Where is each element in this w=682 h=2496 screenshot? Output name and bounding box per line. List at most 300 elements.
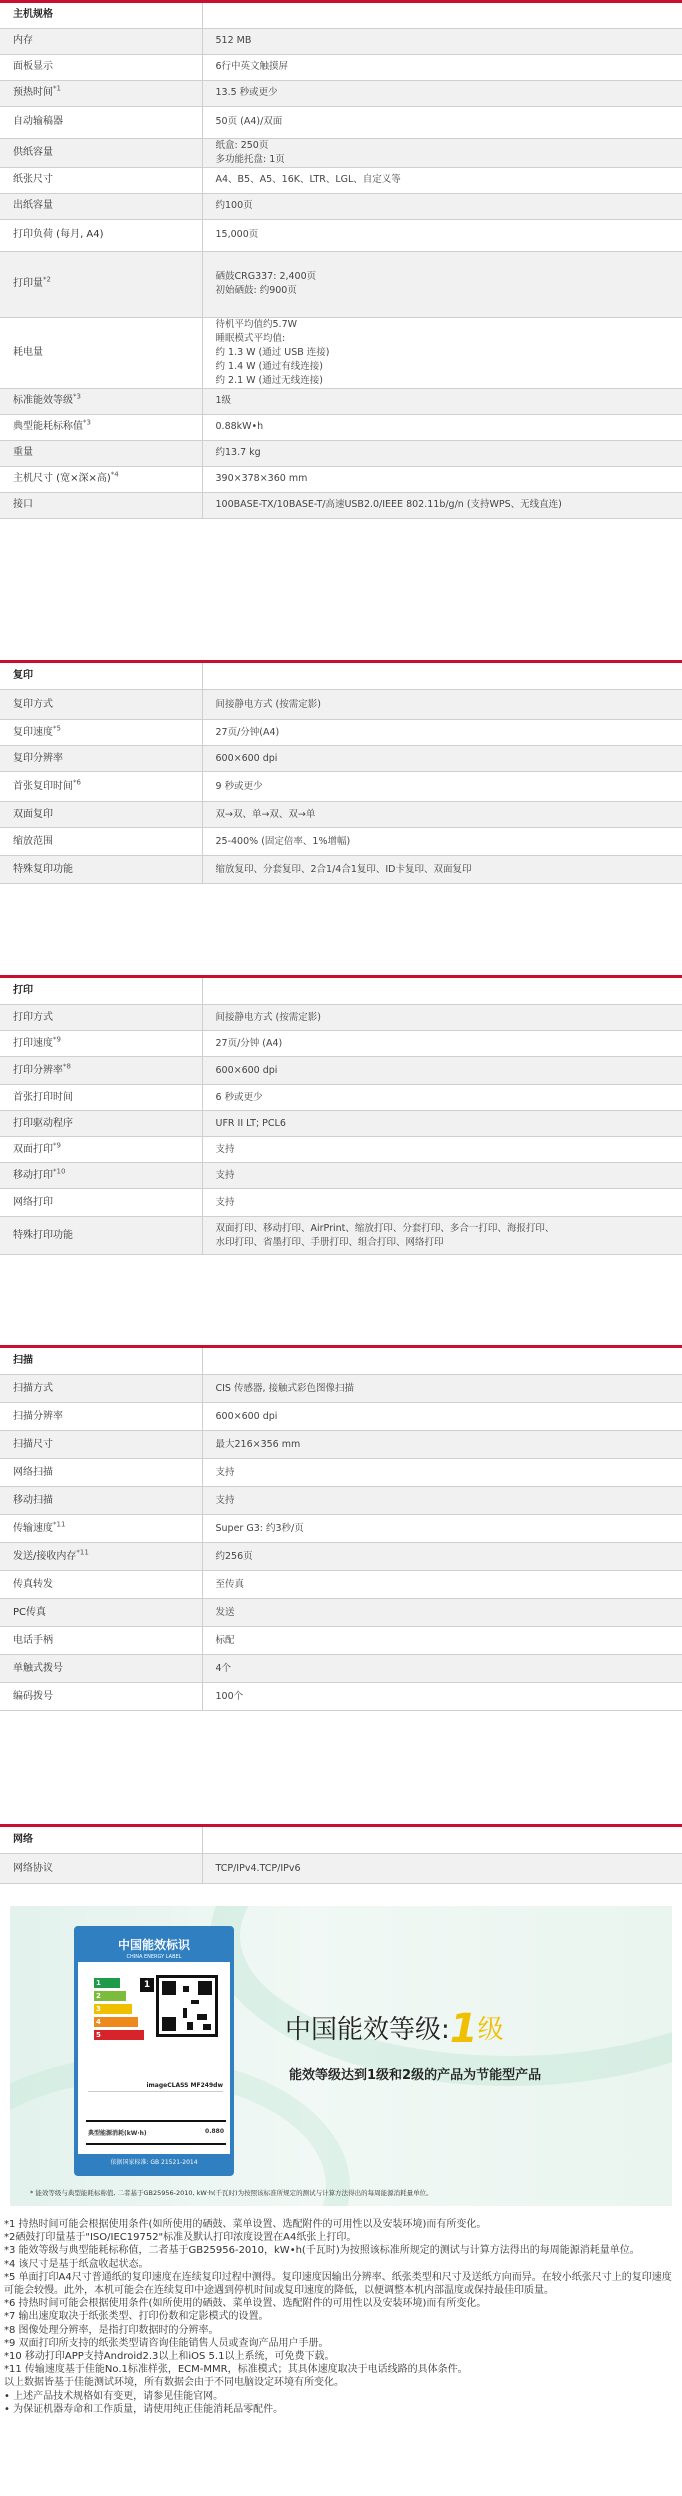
spec-value-line: 睡眠模式平均值:	[215, 332, 286, 344]
footnote-ref: *11	[53, 1520, 66, 1529]
spec-value-line: 13.5 秒或更少	[215, 87, 278, 98]
section-header	[0, 662, 682, 690]
spec-label	[0, 466, 202, 492]
spec-value-line: 支持	[215, 1143, 235, 1155]
spec-label-text: 传输速度	[13, 1522, 53, 1534]
section-header	[0, 977, 682, 1005]
footnote-ref: *6	[73, 778, 81, 787]
grade-value: 1	[449, 2006, 478, 2052]
spec-value-line: UFR II LT; PCL6	[215, 1117, 286, 1129]
section-scan	[0, 1345, 682, 1711]
spec-label-text: 重量	[13, 447, 33, 458]
spec-label	[0, 193, 202, 219]
section-title: 扫描	[0, 1347, 202, 1375]
spec-row	[0, 80, 682, 106]
label-standard: 依据国家标准: GB 21521-2014	[78, 2154, 230, 2172]
spec-value	[202, 1431, 682, 1459]
spec-label-text: 特殊打印功能	[13, 1229, 73, 1241]
current-grade-marker: 1	[140, 1978, 154, 1992]
spec-value-line: 待机平均值约5.7W	[215, 318, 298, 330]
spec-row	[0, 54, 682, 80]
spec-row	[0, 1431, 682, 1459]
spec-label	[0, 1375, 202, 1403]
spec-value-line: 约 1.3 W (通过 USB 连接)	[215, 346, 330, 358]
spec-label	[0, 1189, 202, 1217]
section-title: 网络	[0, 1826, 202, 1854]
footnote-item: *2硒鼓打印量基于"ISO/IEC19752"标准及默认打印浓度设置在A4纸张上打印。	[4, 2232, 357, 2244]
section-print	[0, 975, 682, 1255]
spec-label	[0, 1543, 202, 1571]
spec-row	[0, 1031, 682, 1057]
spec-label	[0, 1431, 202, 1459]
footnote-item: *1 持热时间可能会根据使用条件(如所使用的硒鼓、菜单设置、选配附件的可用性以及安装环境)而有所变化。	[4, 2219, 487, 2230]
spec-row	[0, 1487, 682, 1515]
spec-row	[0, 193, 682, 219]
spec-row	[0, 1137, 682, 1163]
grade-unit: 级	[477, 2015, 504, 2045]
footnote-ref: *8	[63, 1062, 71, 1071]
spec-value	[202, 690, 682, 720]
spec-value-line: 间接静电方式 (按需定影)	[215, 698, 321, 710]
spec-row	[0, 440, 682, 466]
spec-value	[202, 28, 682, 54]
spec-value-line: 约100页	[215, 200, 253, 211]
spec-label	[0, 106, 202, 138]
spec-value-line: TCP/IPv4.TCP/IPv6	[215, 1862, 301, 1874]
spec-value-line: 4个	[215, 1662, 232, 1674]
spec-value	[202, 1854, 682, 1884]
spec-value	[202, 1189, 682, 1217]
spec-label-text: 电话手柄	[13, 1634, 53, 1646]
spec-table-print	[0, 975, 682, 1255]
footnote-ref: *4	[110, 470, 119, 479]
spec-value	[202, 193, 682, 219]
spec-row	[0, 1599, 682, 1627]
spec-label-text: 打印负荷 (每月, A4)	[13, 229, 104, 240]
spec-label	[0, 1655, 202, 1683]
spec-label-text: 扫描尺寸	[13, 1438, 53, 1450]
spec-value	[202, 746, 682, 772]
spec-value-line: 15,000页	[215, 229, 259, 240]
spec-row	[0, 1189, 682, 1217]
spec-label-text: 打印驱动程序	[13, 1117, 73, 1129]
spec-row	[0, 1655, 682, 1683]
spec-value-line: 25-400% (固定倍率、1%增幅)	[215, 835, 351, 847]
spec-label	[0, 1217, 202, 1255]
spec-value-line: 硒鼓CRG337: 2,400页	[215, 271, 317, 282]
spec-value-line: A4、B5、A5、16K、LTR、LGL、自定义等	[215, 174, 401, 185]
spec-row	[0, 772, 682, 802]
spec-label-text: 典型能耗标称值	[13, 421, 83, 432]
spec-row	[0, 746, 682, 772]
spec-row	[0, 1459, 682, 1487]
spec-label	[0, 690, 202, 720]
spec-label-text: 复印分辨率	[13, 752, 63, 764]
grade-bars	[94, 1978, 144, 2043]
spec-label	[0, 492, 202, 518]
spec-value-line: 512 MB	[215, 35, 252, 46]
spec-label	[0, 219, 202, 251]
spec-value	[202, 251, 682, 317]
footnote-item: 以上数据皆基于佳能测试环境，所有数据会由于不同电脑设定环境有所变化。	[4, 2377, 344, 2389]
spec-label	[0, 1515, 202, 1543]
spec-value-line: 双→双、单→双、双→单	[215, 808, 316, 820]
spec-value-line: 27页/分钟(A4)	[215, 726, 280, 738]
spec-value	[202, 1627, 682, 1655]
spec-label-text: 内存	[13, 35, 33, 46]
spec-label-text: 复印方式	[13, 698, 53, 710]
spec-value	[202, 1487, 682, 1515]
spec-label-text: 网络协议	[13, 1862, 53, 1874]
spec-row	[0, 466, 682, 492]
spec-label-text: 预热时间	[13, 87, 53, 98]
section-main	[0, 0, 682, 519]
spec-value	[202, 802, 682, 828]
section-header-blank	[202, 2, 682, 29]
spec-value	[202, 106, 682, 138]
spec-value	[202, 466, 682, 492]
grade-bar-3: 3	[94, 2004, 132, 2014]
energy-footnote: * 能效等级与典型能耗标称值, 二者基于GB25956-2010, kW·h(千瓦时)为按照该标准所规定的测试与计算方法得出的每周能源消耗量单位。	[30, 2189, 433, 2197]
spec-label	[0, 772, 202, 802]
spec-value	[202, 1683, 682, 1711]
spec-value	[202, 138, 682, 167]
section-copy	[0, 660, 682, 884]
spec-label-text: 网络打印	[13, 1196, 53, 1208]
footnote-item: • 为保证机器寿命和工作质量，请使用纯正佳能消耗品零配件。	[4, 2403, 284, 2415]
spec-row	[0, 1375, 682, 1403]
spec-row	[0, 1005, 682, 1031]
spec-value	[202, 1375, 682, 1403]
spec-row	[0, 317, 682, 388]
spec-value-line: Super G3: 约3秒/页	[215, 1522, 304, 1534]
section-header-blank	[202, 1347, 682, 1375]
spec-label	[0, 28, 202, 54]
energy-label-banner	[10, 1906, 672, 2206]
spec-value-line: 最大216×356 mm	[215, 1438, 301, 1450]
spec-row	[0, 138, 682, 167]
spec-value	[202, 54, 682, 80]
spec-row	[0, 1403, 682, 1431]
spec-label	[0, 1459, 202, 1487]
footnote-item: *10 移动打印APP支持Android2.3以上和iOS 5.1以上系统，可免费下载。	[4, 2351, 335, 2363]
spec-value	[202, 720, 682, 746]
section-title: 打印	[0, 977, 202, 1005]
china-energy-label	[74, 1926, 234, 2176]
spec-label-text: 扫描分辨率	[13, 1410, 63, 1422]
spec-value-line: 缩放复印、分套复印、2合1/4合1复印、ID卡复印、双面复印	[215, 863, 472, 875]
spec-row	[0, 414, 682, 440]
footnote-item: *9 双面打印所支持的纸张类型请咨询佳能销售人员或查询产品用户手册。	[4, 2337, 329, 2349]
spec-value-line: 支持	[215, 1169, 235, 1181]
spec-label-text: 打印速度	[13, 1037, 53, 1049]
spec-row	[0, 1543, 682, 1571]
section-header-blank	[202, 662, 682, 690]
spec-label-text: 首张打印时间	[13, 1091, 73, 1103]
footnote-ref: *9	[53, 1035, 61, 1044]
spec-label	[0, 1854, 202, 1884]
spec-value	[202, 772, 682, 802]
spec-value	[202, 219, 682, 251]
footnote-item: *4 该尺寸是基于纸盒收起状态。	[4, 2258, 149, 2270]
spec-label-text: 主机尺寸 (宽×深×高)	[13, 473, 111, 484]
spec-label-text: 自动输稿器	[13, 116, 63, 127]
section-header	[0, 1347, 682, 1375]
section-header	[0, 1826, 682, 1854]
spec-value-line: 6 秒或更少	[215, 1091, 263, 1103]
section-header-blank	[202, 977, 682, 1005]
spec-row	[0, 1683, 682, 1711]
spec-label-text: 网络扫描	[13, 1466, 53, 1478]
footnote-item: *6 持热时间可能会根据使用条件(如所使用的硒鼓、菜单设置、选配附件的可用性以及安装环境)而有所变化。	[4, 2298, 487, 2310]
spec-label	[0, 167, 202, 193]
spec-row	[0, 1571, 682, 1599]
footnote-ref: *3	[83, 418, 91, 427]
power-label: 典型能源消耗(kW·h)	[88, 2130, 147, 2137]
spec-label-text: 打印量	[13, 278, 43, 289]
spec-row	[0, 1515, 682, 1543]
spec-value	[202, 1599, 682, 1627]
spec-label	[0, 1031, 202, 1057]
section-title: 复印	[0, 662, 202, 690]
spec-row	[0, 219, 682, 251]
spec-label-text: 特殊复印功能	[13, 863, 73, 875]
spec-label-text: 打印分辨率	[13, 1064, 63, 1076]
spec-value-line: 发送	[215, 1606, 235, 1618]
spec-label-text: 供纸容量	[13, 146, 53, 158]
spec-label	[0, 1627, 202, 1655]
spec-row	[0, 251, 682, 317]
spec-value	[202, 856, 682, 884]
spec-value-line: 多功能托盘: 1页	[215, 153, 285, 165]
spec-label-text: 双面复印	[13, 808, 53, 820]
spec-row	[0, 1854, 682, 1884]
grade-title-text: 中国能效等级:	[285, 2015, 450, 2045]
spec-value-line: 支持	[215, 1494, 235, 1506]
spec-value	[202, 167, 682, 193]
spec-row	[0, 720, 682, 746]
spec-row	[0, 1085, 682, 1111]
spec-label-text: 发送/接收内存	[13, 1550, 77, 1562]
model-name: imageCLASS MF249dw	[88, 2080, 223, 2092]
spec-value	[202, 1217, 682, 1255]
spec-value-line: 1级	[215, 395, 232, 406]
energy-label-header-en: CHINA ENERGY LABEL	[78, 1954, 230, 1962]
spec-label-text: 出纸容量	[13, 200, 53, 211]
spec-label	[0, 1111, 202, 1137]
spec-value	[202, 1085, 682, 1111]
spec-row	[0, 828, 682, 856]
spec-label-text: 移动打印	[13, 1169, 53, 1181]
spec-value	[202, 1005, 682, 1031]
grade-title	[285, 2006, 504, 2052]
spec-value-line: 约 2.1 W (通过无线连接)	[215, 374, 323, 386]
energy-label-header: 中国能效标识	[78, 1930, 230, 1960]
spec-label	[0, 80, 202, 106]
model-block	[88, 2080, 223, 2092]
spec-value	[202, 388, 682, 414]
power-value: 0.880	[205, 2128, 224, 2135]
spec-label	[0, 828, 202, 856]
spec-label	[0, 1599, 202, 1627]
spec-row	[0, 28, 682, 54]
spec-value-line: 支持	[215, 1196, 235, 1208]
footnote-item: • 上述产品技术规格如有变更，请参见佳能官网。	[4, 2390, 224, 2402]
spec-value-line: 约 1.4 W (通过有线连接)	[215, 360, 323, 372]
spec-label	[0, 54, 202, 80]
spec-value	[202, 1111, 682, 1137]
spec-label-text: 面板显示	[13, 61, 53, 72]
section-header-blank	[202, 1826, 682, 1854]
spec-row	[0, 1057, 682, 1085]
spec-label-text: 传真转发	[13, 1578, 53, 1590]
spec-label-text: 单触式拨号	[13, 1662, 63, 1674]
spec-value	[202, 317, 682, 388]
spec-value-line: 600×600 dpi	[215, 1410, 278, 1422]
spec-value-line: 600×600 dpi	[215, 1064, 278, 1076]
spec-table-scan	[0, 1345, 682, 1711]
spec-row	[0, 1163, 682, 1189]
section-network	[0, 1824, 682, 1884]
spec-value	[202, 1655, 682, 1683]
footnote-item: *5 单面打印A4尺寸普通纸的复印速度在连续复印过程中测得。复印速度因输出分辨率、纸张类型和尺寸及送纸方向而异。在较小纸张尺寸上的复印速度可能会较慢。此外，本机可能会在连续复印中途遇到停机时间或复印速度的降低，以便调整本机内部温度或保持最佳印质量。	[4, 2271, 672, 2297]
footnote-item: *7 输出速度取决于纸张类型、打印份数和定影模式的设置。	[4, 2311, 269, 2323]
spec-label-text: 复印速度	[13, 726, 53, 738]
power-row	[86, 2120, 226, 2145]
spec-label-text: 编码拨号	[13, 1690, 53, 1702]
spec-row	[0, 690, 682, 720]
spec-label	[0, 1403, 202, 1431]
spec-label	[0, 1163, 202, 1189]
qr-code-icon	[156, 1975, 218, 2037]
spec-row	[0, 856, 682, 884]
spec-label	[0, 414, 202, 440]
spec-row	[0, 1217, 682, 1255]
spec-value-line: 100个	[215, 1690, 244, 1702]
spec-value	[202, 1571, 682, 1599]
spec-value-line: 100BASE-TX/10BASE-T/高速USB2.0/IEEE 802.11b/g/n (支持WPS、无线直连)	[215, 499, 562, 510]
spec-label-text: 移动扫描	[13, 1494, 53, 1506]
footnote-item: *11 传输速度基于佳能No.1标准样张，ECM-MMR，标准模式；其具体速度取决于电话线路的具体条件。	[4, 2364, 468, 2376]
spec-label-text: 标准能效等级	[13, 395, 73, 406]
spec-label	[0, 1571, 202, 1599]
spec-table-network	[0, 1824, 682, 1884]
spec-value	[202, 1057, 682, 1085]
spec-row	[0, 802, 682, 828]
spec-label	[0, 1487, 202, 1515]
spec-row	[0, 106, 682, 138]
spec-label-text: 首张复印时间	[13, 780, 73, 792]
spec-value	[202, 80, 682, 106]
spec-label	[0, 138, 202, 167]
spec-row	[0, 1627, 682, 1655]
grade-bar-4: 4	[94, 2017, 138, 2027]
spec-label	[0, 1005, 202, 1031]
footnote-ref: *2	[43, 275, 51, 284]
spec-row	[0, 167, 682, 193]
spec-value-line: 27页/分钟 (A4)	[215, 1037, 283, 1049]
spec-label	[0, 802, 202, 828]
spec-value	[202, 1031, 682, 1057]
spec-label	[0, 1085, 202, 1111]
footnote-ref: *10	[53, 1167, 66, 1176]
grade-bar-5: 5	[94, 2030, 144, 2040]
spec-label	[0, 746, 202, 772]
spec-value	[202, 1543, 682, 1571]
spec-value	[202, 492, 682, 518]
section-title: 主机规格	[0, 2, 202, 29]
spec-value-line: 间接静电方式 (按需定影)	[215, 1011, 321, 1023]
spec-label	[0, 1137, 202, 1163]
spec-row	[0, 492, 682, 518]
spec-value-line: 纸盒: 250页	[215, 139, 269, 151]
footnote-item: *3 能效等级与典型能耗标称值，二者基于GB25956-2010，kW•h(千瓦时)为按照该标准所规定的测试与计算方法得出的每周能源消耗量单位。	[4, 2245, 640, 2257]
spec-value-line: 约256页	[215, 1550, 253, 1562]
spec-label-text: 扫描方式	[13, 1382, 53, 1394]
section-header	[0, 2, 682, 29]
spec-label-text: 双面打印	[13, 1143, 53, 1155]
spec-table-main	[0, 0, 682, 519]
spec-label	[0, 251, 202, 317]
spec-value-line: 约13.7 kg	[215, 447, 261, 458]
spec-value-line: 390×378×360 mm	[215, 473, 308, 484]
footnote-ref: *3	[73, 392, 81, 401]
spec-value	[202, 1403, 682, 1431]
spec-value	[202, 1137, 682, 1163]
spec-label	[0, 317, 202, 388]
spec-value	[202, 828, 682, 856]
spec-label	[0, 1683, 202, 1711]
grade-subtitle: 能效等级达到1级和2级的产品为节能型产品	[289, 2068, 542, 2083]
spec-label	[0, 720, 202, 746]
spec-label-text: 缩放范围	[13, 835, 53, 847]
spec-row	[0, 388, 682, 414]
spec-value-line: 9 秒或更少	[215, 780, 263, 792]
footnote-ref: *9	[53, 1141, 61, 1150]
spec-label	[0, 856, 202, 884]
spec-value	[202, 1515, 682, 1543]
spec-label-text: 打印方式	[13, 1011, 53, 1023]
footnote-ref: *11	[76, 1548, 89, 1557]
grade-bar-2: 2	[94, 1991, 126, 2001]
spec-value-line: 至传真	[215, 1578, 245, 1590]
spec-value-line: 50页 (A4)/双面	[215, 116, 283, 127]
spec-label-text: 纸张尺寸	[13, 174, 53, 185]
spec-label	[0, 388, 202, 414]
spec-value	[202, 1163, 682, 1189]
spec-value-line: 600×600 dpi	[215, 752, 278, 764]
spec-value-line: CIS 传感器, 接触式彩色图像扫描	[215, 1382, 355, 1394]
spec-row	[0, 1111, 682, 1137]
spec-label	[0, 440, 202, 466]
footnote-item: *8 图像处理分辨率，是指打印数据时的分辨率。	[4, 2324, 219, 2336]
spec-value-line: 6行中英文触摸屏	[215, 61, 289, 72]
spec-table-copy	[0, 660, 682, 884]
footnote-ref: *1	[53, 84, 61, 93]
spec-value-line: 0.88kW•h	[215, 421, 264, 432]
spec-label-text: 接口	[13, 499, 33, 510]
spec-label-text: PC传真	[13, 1606, 47, 1618]
spec-value-line: 标配	[215, 1634, 235, 1646]
spec-value-line: 双面打印、移动打印、AirPrint、缩放打印、分套打印、多合一打印、海报打印、	[215, 1222, 555, 1234]
grade-bar-1: 1	[94, 1978, 120, 1988]
spec-value-line: 水印打印、省墨打印、手册打印、组合打印、网络打印	[215, 1236, 444, 1248]
footnote-ref: *5	[53, 724, 61, 733]
spec-label	[0, 1057, 202, 1085]
spec-value	[202, 414, 682, 440]
spec-value	[202, 1459, 682, 1487]
spec-value-line: 初始硒鼓: 约900页	[215, 285, 297, 296]
